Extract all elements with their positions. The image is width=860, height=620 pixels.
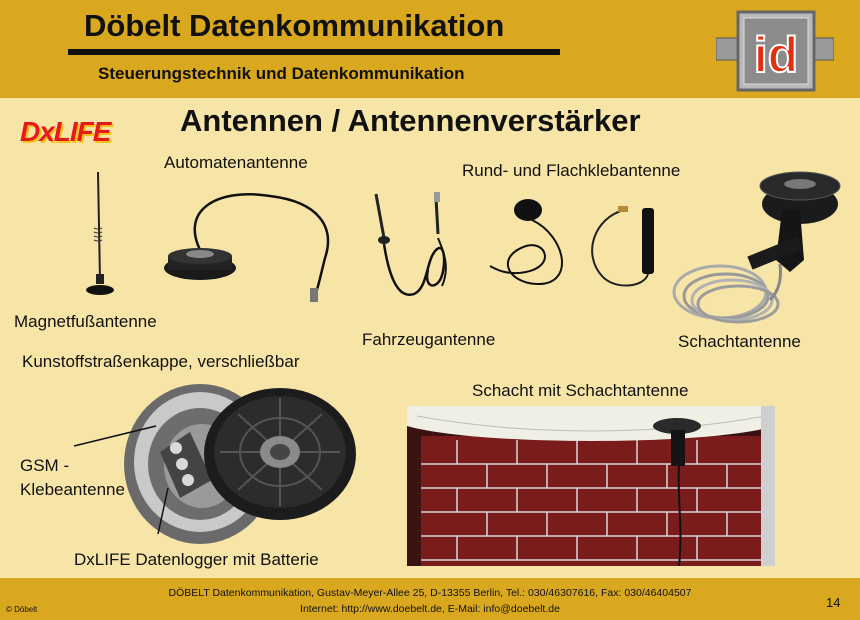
footer-copyright: © Döbelt [6,605,38,614]
label-automatenantenne: Automatenantenne [164,153,308,172]
label-kunststoffstrassenkappe: Kunstoffstraßenkappe, verschließbar [22,352,300,371]
logo-text: id [753,27,799,83]
dxlife-logo: DxLIFE [20,116,111,147]
rundklebantenne-image [486,196,576,292]
flachklebantenne-image [584,204,664,294]
footer-contact: Internet: http://www.doebelt.de, E-Mail: info@doebelt.de [300,603,560,615]
label-datenlogger: DxLIFE Datenlogger mit Batterie [74,550,319,569]
company-subtitle: Steuerungstechnik und Datenkommunikation [98,64,465,83]
schachtantenne-image [670,160,850,338]
label-gsm: GSM - [20,456,70,475]
schacht-photo [407,406,775,566]
slide-heading: Antennen / Antennenverstärker [180,103,641,138]
id-logo [716,8,834,94]
fahrzeugantenne-image [366,190,456,310]
automatenantenne-image [160,188,340,308]
label-rund-flachklebantenne: Rund- und Flachklebantenne [462,161,681,180]
label-magnetfussantenne: Magnetfußantenne [14,312,157,331]
title-underline [68,49,560,55]
annotation-arrows [70,416,180,556]
label-klebeantenne: Klebeantenne [20,480,125,499]
label-schacht-mit-schachtantenne: Schacht mit Schachtantenne [472,381,689,400]
label-schachtantenne: Schachtantenne [678,332,801,351]
footer-address: DÖBELT Datenkommunikation, Gustav-Meyer-Allee 25, D-13355 Berlin, Tel.: 030/46307616, Fax: 030/46404507 [168,587,692,599]
company-title: Döbelt Datenkommunikation [84,8,505,43]
magnetfuss-antenna-image [80,170,120,300]
page-number: 14 [826,595,841,610]
label-fahrzeugantenne: Fahrzeugantenne [362,330,496,349]
